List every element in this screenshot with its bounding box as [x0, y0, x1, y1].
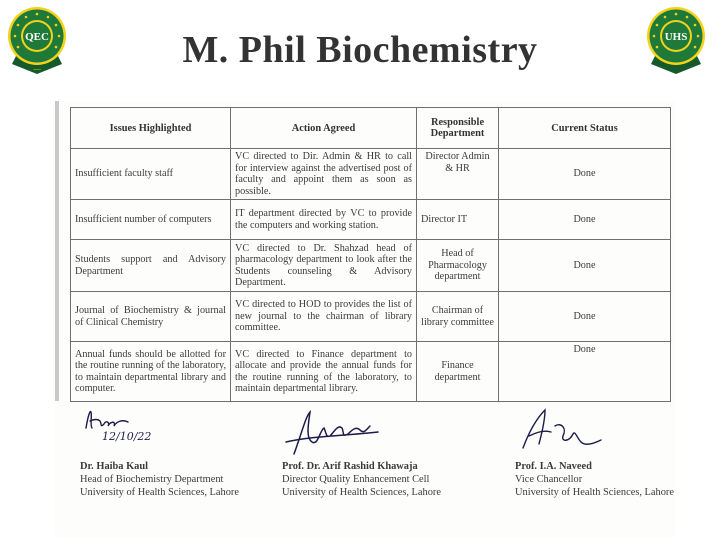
uhs-logo [643, 4, 709, 76]
issue-cell: Insufficient faculty staff [71, 149, 231, 200]
status-cell: Done [499, 200, 671, 240]
table-row [71, 342, 671, 402]
signatory-name: Prof. Dr. Arif Rashid Khawaja [282, 461, 418, 472]
status-cell: Done [499, 149, 671, 200]
table-row [71, 149, 671, 200]
issue-cell: Annual funds should be allotted for the routine running of the laboratory, to maintain departmental library and computer. [71, 342, 231, 402]
header-status: Current Status [499, 108, 671, 149]
action-cell: VC directed to Finance department to allocate and provide the annual funds for the routine running of the laboratory, to maintain departmental library. [231, 342, 417, 402]
table-row [71, 200, 671, 240]
signatory-role: Director Quality Enhancement Cell [282, 474, 430, 485]
action-cell: VC directed to Dir. Admin & HR to call for interview against the advertised post of faculty and appoint them as soon as possible. [231, 149, 417, 200]
department-cell: Director IT [417, 200, 499, 240]
issue-cell: Journal of Biochemistry & journal of Clinical Chemistry [71, 292, 231, 342]
signatory-arif-rashid-khawaja [282, 402, 472, 499]
signatory-org: University of Health Sciences, Lahore [80, 487, 239, 498]
table-row [71, 292, 671, 342]
signature-arif-khawaja [282, 402, 392, 460]
header-action: Action Agreed [231, 108, 417, 149]
signature [282, 402, 472, 460]
issues-table [70, 107, 671, 402]
qec-logo-initials: QEC [25, 31, 49, 43]
svg-text:ـــــ: ـــــ [33, 66, 41, 72]
action-cell: VC directed to HOD to provides the list of new journal to the chairman of library committee. [231, 292, 417, 342]
department-cell: Chairman of library committee [417, 292, 499, 342]
signatory-name: Prof. I.A. Naveed [515, 461, 592, 472]
header-issues: Issues Highlighted [71, 108, 231, 149]
signatory-role: Vice Chancellor [515, 474, 583, 485]
signatory-org: University of Health Sciences, Lahore [515, 487, 674, 498]
signature-date: 12/10/22 [102, 430, 152, 443]
signatory-name: Dr. Haiba Kaul [80, 461, 149, 472]
signatory-org: University of Health Sciences, Lahore [282, 487, 441, 498]
signatory-haiba-kaul [80, 402, 270, 499]
status-cell: Done [499, 292, 671, 342]
status-cell: Done [499, 342, 671, 402]
issue-cell: Students support and Advisory Department [71, 240, 231, 292]
department-cell: Finance department [417, 342, 499, 402]
uhs-logo-initials: UHS [664, 31, 688, 43]
signature-ia-naveed [515, 402, 625, 460]
signatory-ia-naveed [515, 402, 705, 499]
table-header-row [71, 108, 671, 149]
action-cell: IT department directed by VC to provide the computers and working station. [231, 200, 417, 240]
department-cell: Head of Pharmacology department [417, 240, 499, 292]
issue-cell: Insufficient number of computers [71, 200, 231, 240]
signature [80, 402, 270, 460]
document-edge-shadow [55, 101, 59, 401]
header-department: Responsible Department [417, 108, 499, 149]
signatory-role: Head of Biochemistry Department [80, 474, 224, 485]
action-cell: VC directed to Dr. Shahzad head of pharmacology department to look after the Students counseling & Advisory Department. [231, 240, 417, 292]
table-row [71, 240, 671, 292]
signature [515, 402, 705, 460]
status-cell: Done [499, 240, 671, 292]
department-cell: Director Admin & HR [417, 149, 499, 200]
page-title: M. Phil Biochemistry [182, 29, 538, 71]
